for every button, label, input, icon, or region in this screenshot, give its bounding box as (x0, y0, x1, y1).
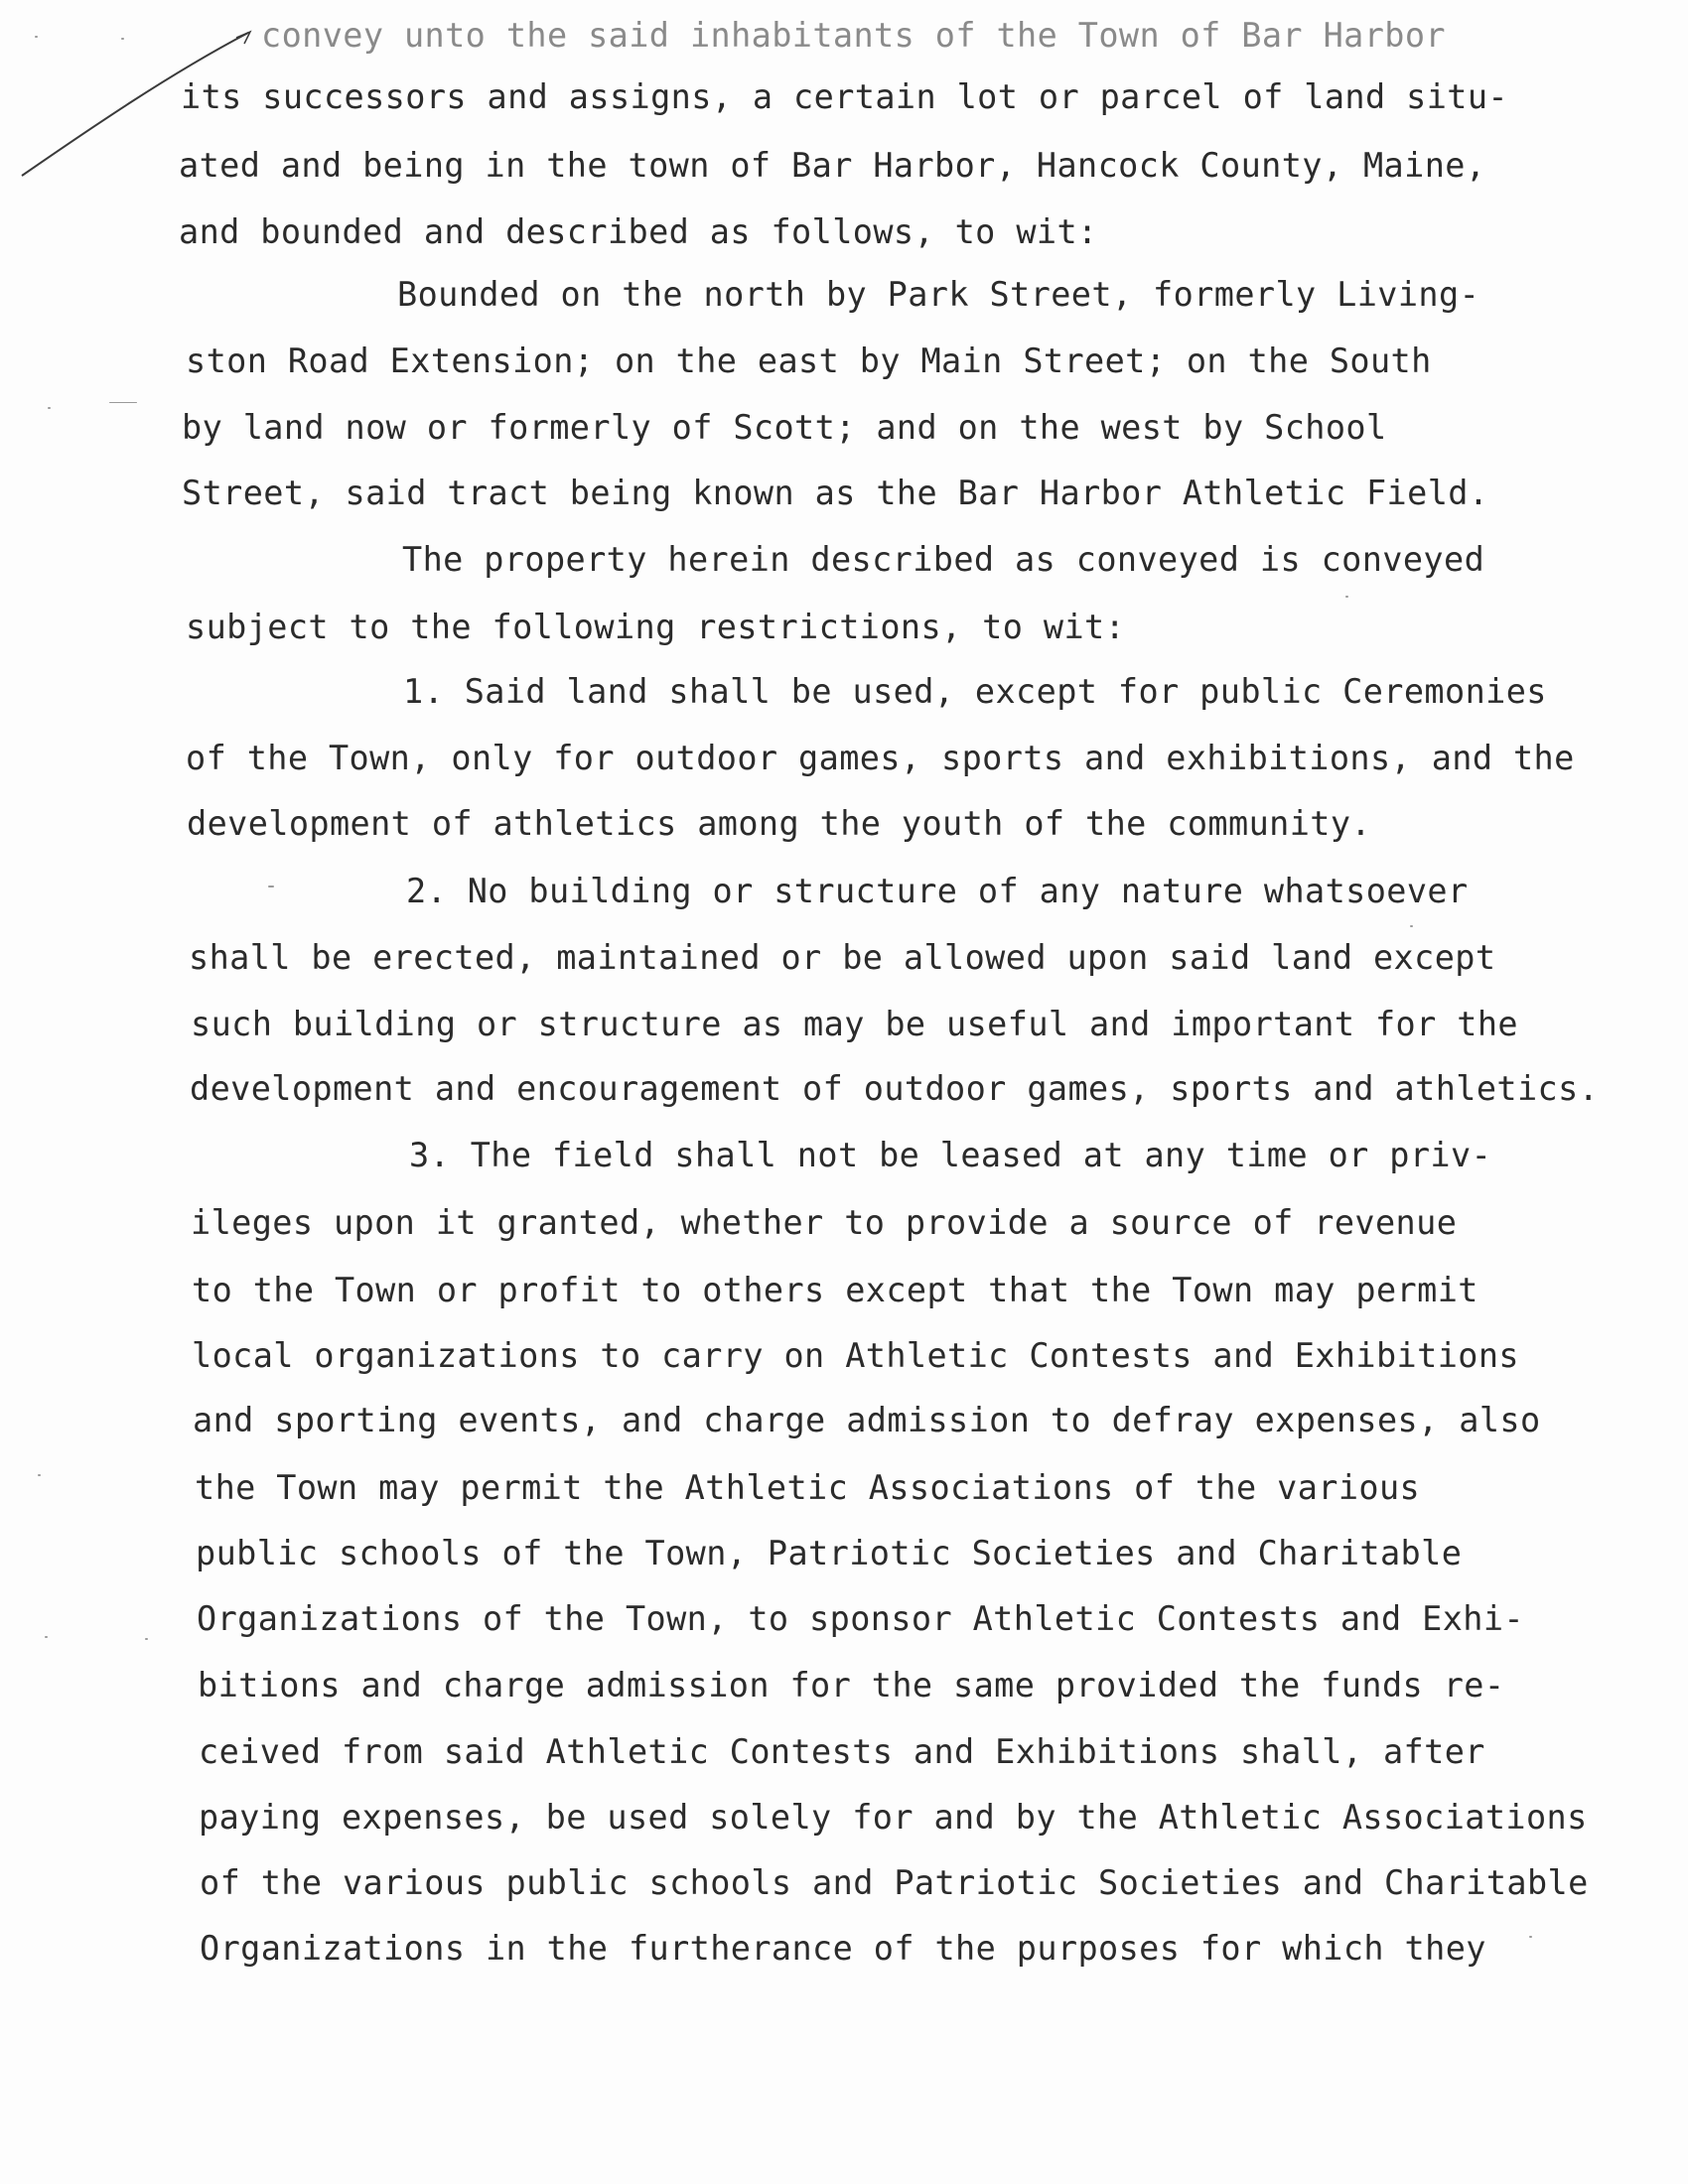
scan-speck (145, 1638, 148, 1640)
text-line-12: of the Town, only for outdoor games, sports and exhibitions, and the (186, 739, 1575, 777)
scan-speck (1345, 596, 1348, 598)
text-line-25: Organizations of the Town, to sponsor Athletic Contests and Exhi- (197, 1599, 1524, 1638)
text-line-21: local organizations to carry on Athletic Contests and Exhibitions (192, 1336, 1519, 1375)
text-line-9: The property herein described as conveyed is conveyed (402, 540, 1485, 579)
scan-speck (48, 407, 51, 409)
scan-speck (121, 38, 124, 40)
text-line-17: development and encouragement of outdoor games, sports and athletics. (190, 1069, 1600, 1108)
text-line-18: 3. The field shall not be leased at any time or priv- (409, 1136, 1492, 1174)
text-line-10: subject to the following restrictions, to wit: (186, 608, 1126, 646)
scan-speck (45, 1636, 48, 1638)
scan-speck (1410, 925, 1413, 927)
text-line-24: public schools of the Town, Patriotic Societies and Charitable (196, 1534, 1463, 1572)
text-line-5: Bounded on the north by Park Street, formerly Living- (397, 275, 1480, 314)
text-line-3: ated and being in the town of Bar Harbor, Hancock County, Maine, (179, 146, 1486, 185)
text-line-2: its successors and assigns, a certain lot or parcel of land situ- (181, 77, 1508, 116)
text-line-14: 2. No building or structure of any nature whatsoever (406, 872, 1469, 910)
text-line-22: and sporting events, and charge admission to defray expenses, also (193, 1401, 1541, 1439)
text-line-23: the Town may permit the Athletic Associations of the various (195, 1468, 1421, 1507)
text-line-29: of the various public schools and Patriotic Societies and Charitable (200, 1863, 1589, 1902)
text-line-26: bitions and charge admission for the same provided the funds re- (198, 1666, 1505, 1705)
scan-speck (38, 1474, 41, 1476)
text-line-11: 1. Said land shall be used, except for public Ceremonies (403, 672, 1547, 711)
text-line-15: shall be erected, maintained or be allowed upon said land except (189, 938, 1496, 977)
scan-speck (109, 402, 137, 403)
text-line-8: Street, said tract being known as the Bar Harbor Athletic Field. (182, 474, 1489, 512)
text-line-28: paying expenses, be used solely for and by the Athletic Associations (199, 1798, 1588, 1837)
text-line-27: ceived from said Athletic Contests and Exhibitions shall, after (199, 1732, 1485, 1771)
text-line-6: ston Road Extension; on the east by Main Street; on the South (186, 341, 1432, 380)
text-line-1: convey unto the said inhabitants of the Town of Bar Harbor (261, 16, 1446, 55)
text-line-4: and bounded and described as follows, to wit: (179, 212, 1098, 251)
text-line-13: development of athletics among the youth of the community. (187, 804, 1371, 843)
text-line-16: such building or structure as may be useful and important for the (191, 1005, 1518, 1043)
scan-speck (35, 36, 38, 38)
text-line-7: by land now or formerly of Scott; and on the west by School (182, 408, 1387, 447)
scan-speck (268, 886, 274, 887)
text-line-20: to the Town or profit to others except that the Town may permit (192, 1271, 1478, 1309)
scan-speck (1529, 1936, 1532, 1938)
text-line-30: Organizations in the furtherance of the purposes for which they (200, 1929, 1486, 1968)
text-line-19: ileges upon it granted, whether to provide a source of revenue (191, 1203, 1458, 1242)
